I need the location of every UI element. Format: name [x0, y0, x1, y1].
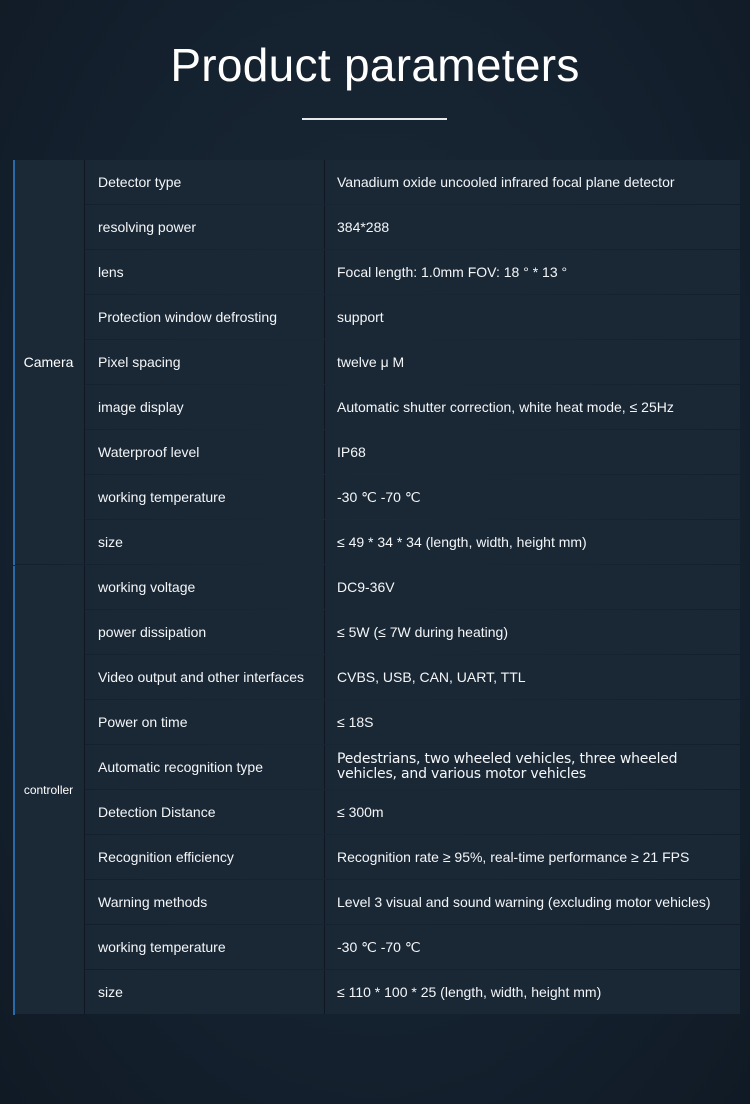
- spec-key: power dissipation: [85, 610, 325, 654]
- spec-value: Automatic shutter correction, white heat mode, ≤ 25Hz: [337, 398, 674, 415]
- group-label-controller: controller: [13, 565, 85, 1014]
- page-title: Product parameters: [170, 39, 580, 91]
- spec-key: resolving power: [85, 205, 325, 249]
- spec-key: size: [85, 970, 325, 1014]
- spec-value: -30 ℃ -70 ℃: [337, 488, 421, 505]
- table-row: [85, 745, 740, 789]
- spec-value: Focal length: 1.0mm FOV: 18 ° * 13 °: [337, 263, 568, 280]
- table-row: [85, 295, 740, 339]
- table-row: [85, 565, 740, 609]
- table-row: [85, 160, 740, 204]
- spec-value: twelve μ M: [337, 353, 405, 370]
- spec-value: ≤ 49 * 34 * 34 (length, width, height mm): [337, 533, 587, 550]
- spec-key: Pixel spacing: [85, 340, 325, 384]
- spec-key: Protection window defrosting: [85, 295, 325, 339]
- spec-key: working temperature: [85, 925, 325, 969]
- spec-group-controller: [13, 565, 740, 1014]
- table-row: [85, 385, 740, 429]
- spec-key: Waterproof level: [85, 430, 325, 474]
- table-row: [85, 880, 740, 924]
- spec-value: IP68: [337, 443, 366, 460]
- spec-key: Automatic recognition type: [85, 745, 325, 789]
- spec-table: [13, 160, 740, 1015]
- table-row: [85, 925, 740, 969]
- spec-value: Vanadium oxide uncooled infrared focal plane detector: [337, 173, 675, 190]
- spec-key: Detector type: [85, 160, 325, 204]
- accent-line-controller: [13, 566, 15, 1015]
- spec-key: size: [85, 520, 325, 564]
- spec-value: Recognition rate ≥ 95%, real-time performance ≥ 21 FPS: [337, 848, 690, 865]
- spec-key: image display: [85, 385, 325, 429]
- table-row: [85, 250, 740, 294]
- title-underline: [302, 118, 447, 120]
- group-label-camera: Camera: [13, 160, 85, 564]
- spec-value: 384*288: [337, 218, 390, 235]
- spec-value: CVBS, USB, CAN, UART, TTL: [337, 668, 526, 685]
- table-row: [85, 970, 740, 1014]
- table-row: [85, 700, 740, 744]
- spec-value: ≤ 110 * 100 * 25 (length, width, height mm): [337, 983, 602, 1000]
- spec-value: DC9-36V: [337, 578, 395, 595]
- table-row: [85, 790, 740, 834]
- table-row: [85, 205, 740, 249]
- table-row: [85, 340, 740, 384]
- table-row: [85, 520, 740, 564]
- spec-key: lens: [85, 250, 325, 294]
- spec-key: Recognition efficiency: [85, 835, 325, 879]
- table-row: [85, 835, 740, 879]
- table-row: [85, 655, 740, 699]
- spec-value: -30 ℃ -70 ℃: [337, 938, 421, 955]
- table-row: [85, 610, 740, 654]
- spec-group-camera: [13, 160, 740, 564]
- table-row: [85, 430, 740, 474]
- spec-key: Detection Distance: [85, 790, 325, 834]
- accent-line-camera: [13, 160, 15, 565]
- group-rows-camera: [85, 160, 740, 564]
- spec-key: Video output and other interfaces: [85, 655, 325, 699]
- spec-value: Level 3 visual and sound warning (excluding motor vehicles): [337, 893, 711, 910]
- spec-key: working temperature: [85, 475, 325, 519]
- spec-key: Warning methods: [85, 880, 325, 924]
- spec-key: Power on time: [85, 700, 325, 744]
- spec-value: ≤ 300m: [337, 803, 384, 820]
- table-row: [85, 475, 740, 519]
- spec-value: Pedestrians, two wheeled vehicles, three wheeled vehicles, and various motor vehicles: [337, 751, 678, 782]
- spec-value: ≤ 18S: [337, 713, 374, 730]
- group-rows-controller: [85, 565, 740, 1014]
- spec-key: working voltage: [85, 565, 325, 609]
- spec-value: ≤ 5W (≤ 7W during heating): [337, 623, 508, 640]
- spec-value: support: [337, 308, 384, 325]
